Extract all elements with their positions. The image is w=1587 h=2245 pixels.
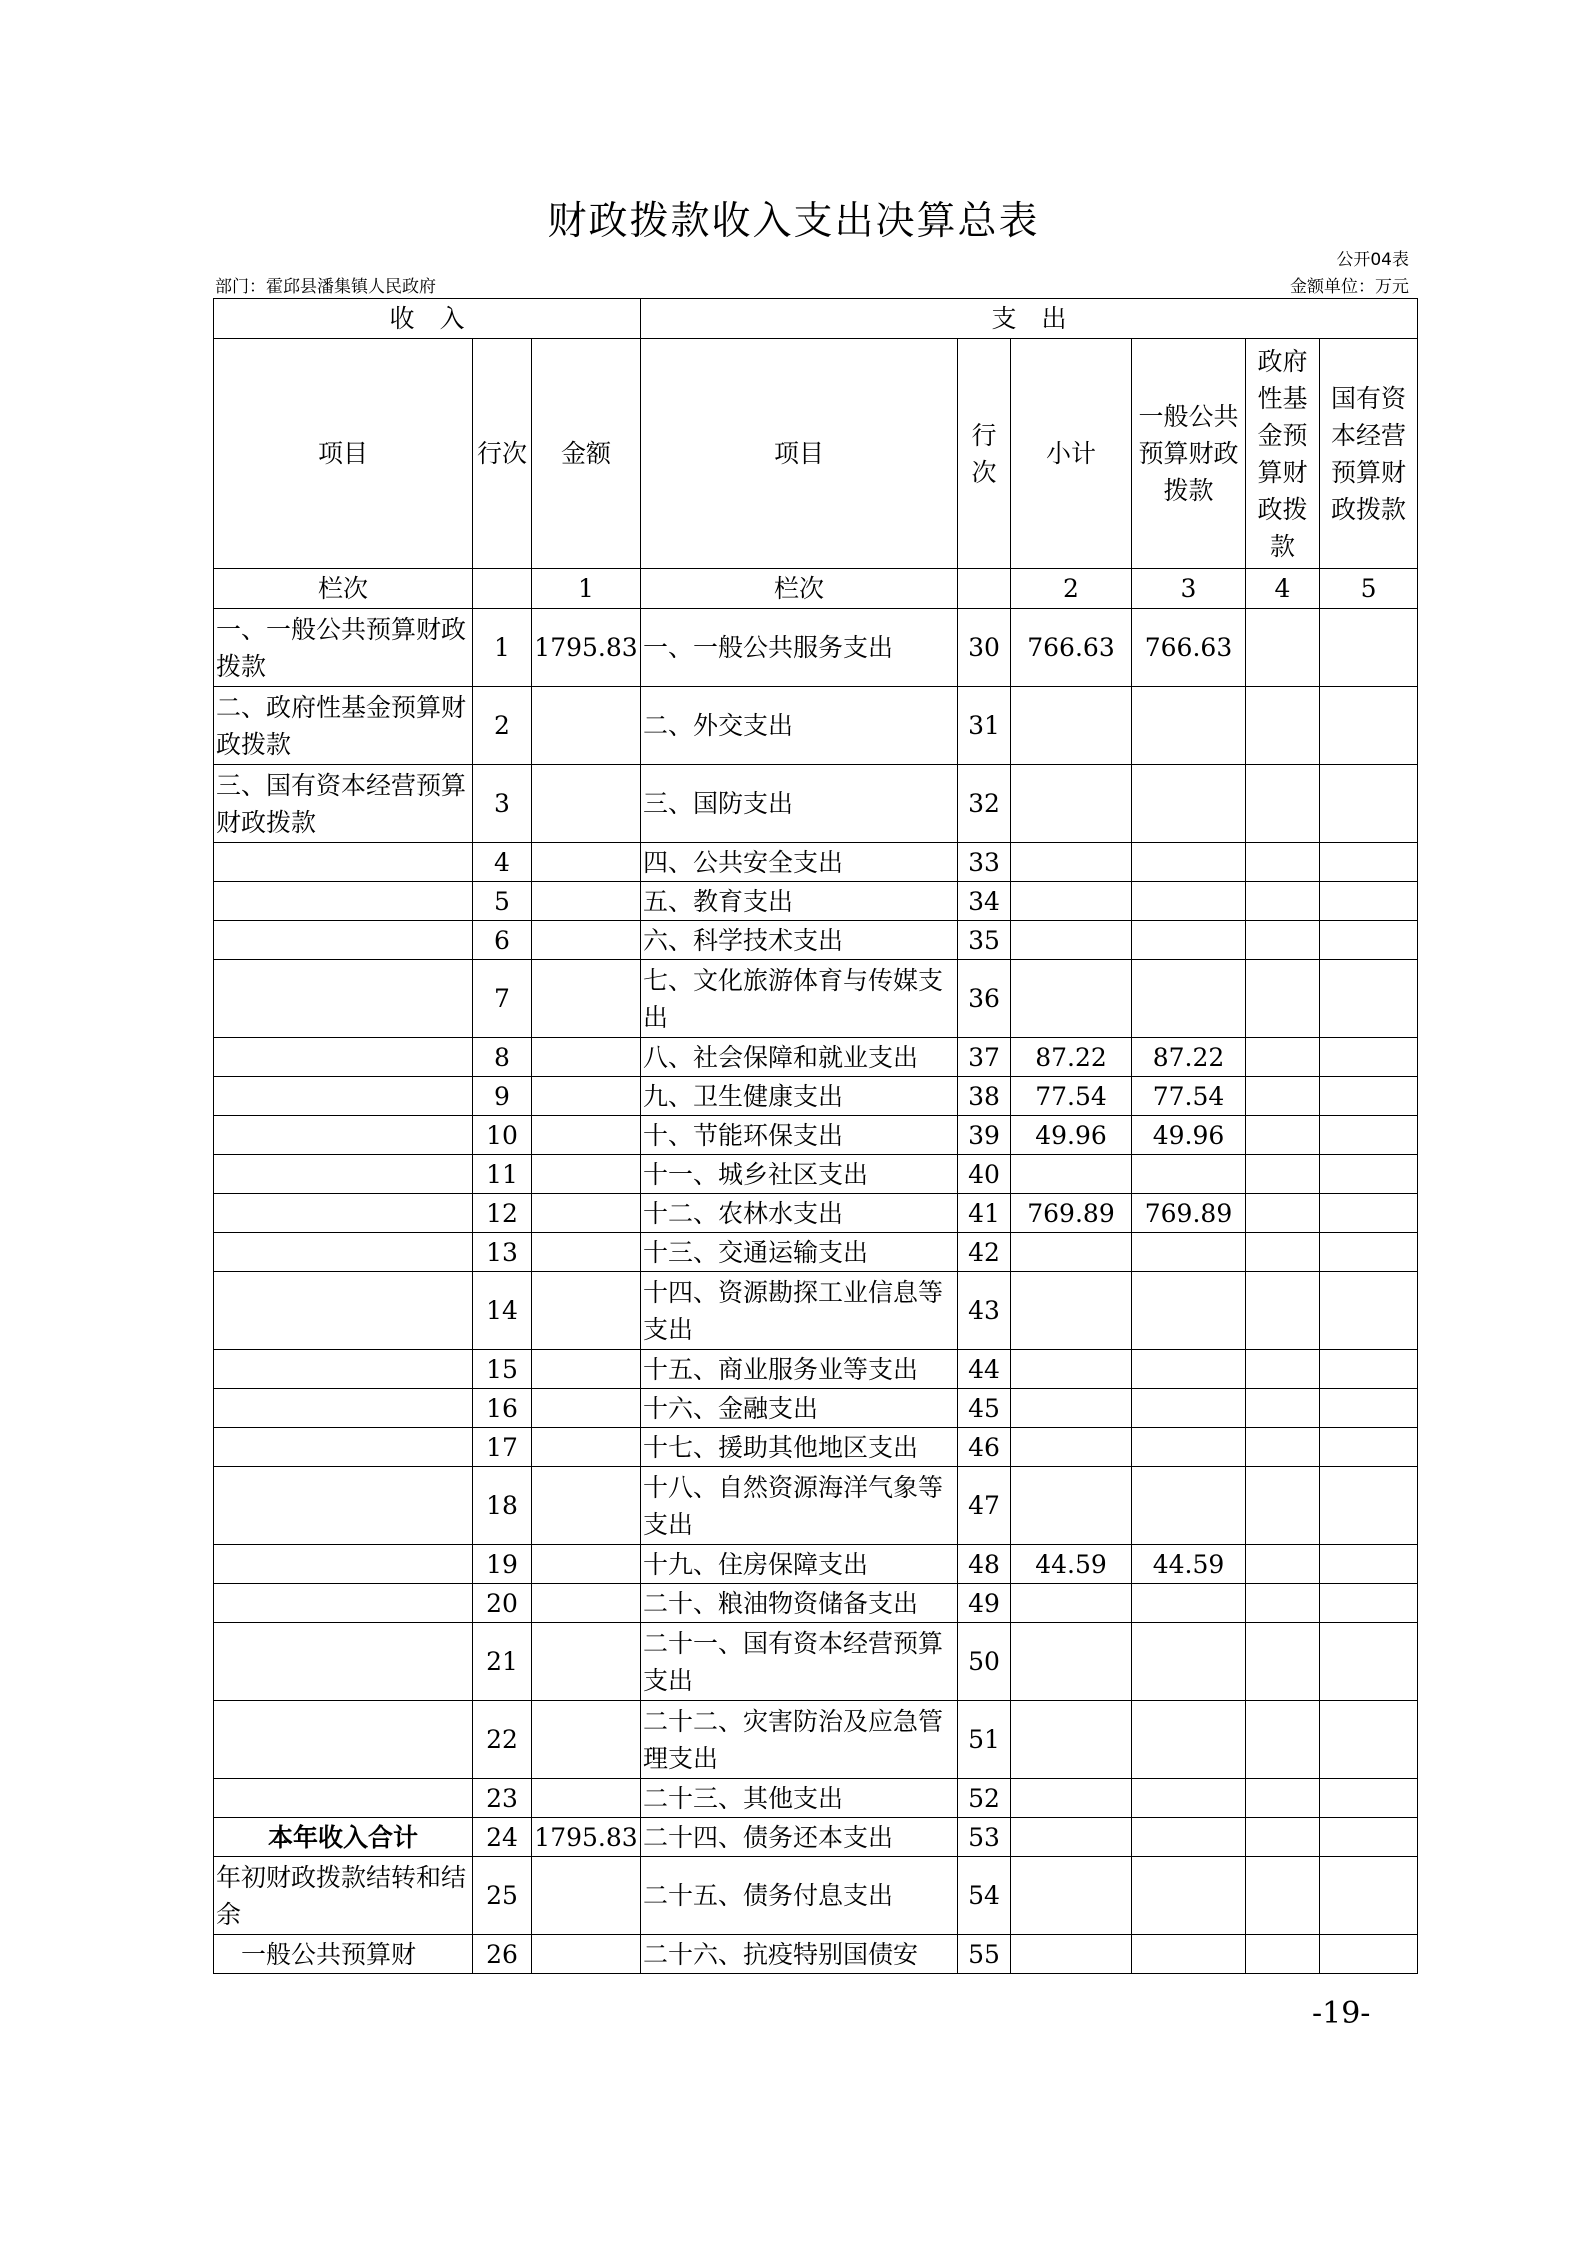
table-row [214, 1857, 1418, 1935]
expense-item-cell: 十一、城乡社区支出 [641, 1155, 958, 1194]
income-line-cell: 14 [473, 1272, 532, 1350]
general-budget-cell [1132, 1857, 1246, 1935]
income-item-cell [214, 1194, 473, 1233]
income-line-cell: 5 [473, 882, 532, 921]
expense-line-cell: 39 [958, 1116, 1011, 1155]
column-index-cell [958, 569, 1011, 609]
state-capital-cell [1320, 687, 1418, 765]
subtotal-cell [1011, 843, 1132, 882]
subtotal-cell: 77.54 [1011, 1077, 1132, 1116]
expense-item-cell: 九、卫生健康支出 [641, 1077, 958, 1116]
income-item-cell [214, 1701, 473, 1779]
general-budget-cell: 77.54 [1132, 1077, 1246, 1116]
department-label: 部门：霍邱县潘集镇人民政府 [215, 277, 436, 297]
income-amount-cell [532, 687, 641, 765]
subtotal-cell: 87.22 [1011, 1038, 1132, 1077]
gov-fund-cell [1246, 843, 1320, 882]
income-amount-cell: 1795.83 [532, 609, 641, 687]
table-row [214, 1233, 1418, 1272]
subtotal-cell [1011, 1779, 1132, 1818]
income-line-cell: 19 [473, 1545, 532, 1584]
expense-line-cell: 41 [958, 1194, 1011, 1233]
expense-item-cell: 十五、商业服务业等支出 [641, 1350, 958, 1389]
income-line-header: 行次 [473, 339, 532, 569]
income-amount-cell [532, 1116, 641, 1155]
income-line-cell: 26 [473, 1935, 532, 1974]
subtotal-header: 小计 [1011, 339, 1132, 569]
table-row [214, 1272, 1418, 1350]
income-amount-header: 金额 [532, 339, 641, 569]
gov-fund-cell [1246, 609, 1320, 687]
expense-item-cell: 一、一般公共服务支出 [641, 609, 958, 687]
general-budget-cell [1132, 1467, 1246, 1545]
column-index-cell: 2 [1011, 569, 1132, 609]
income-amount-cell [532, 1701, 641, 1779]
income-item-cell [214, 1233, 473, 1272]
table-row [214, 609, 1418, 687]
expense-item-cell: 五、教育支出 [641, 882, 958, 921]
gov-fund-cell [1246, 1038, 1320, 1077]
expense-item-cell: 十六、金融支出 [641, 1389, 958, 1428]
income-item-cell [214, 1545, 473, 1584]
income-item-cell [214, 843, 473, 882]
subtotal-cell [1011, 882, 1132, 921]
state-capital-cell [1320, 1389, 1418, 1428]
page-number: -19- [1312, 1996, 1371, 2031]
gov-fund-cell [1246, 1623, 1320, 1701]
gov-fund-cell [1246, 1155, 1320, 1194]
state-capital-cell [1320, 1467, 1418, 1545]
gov-fund-cell [1246, 1233, 1320, 1272]
income-amount-cell: 1795.83 [532, 1818, 641, 1857]
income-item-cell: 三、国有资本经营预算财政拨款 [214, 765, 473, 843]
income-line-cell: 16 [473, 1389, 532, 1428]
income-amount-cell [532, 1779, 641, 1818]
general-budget-cell [1132, 1584, 1246, 1623]
table-row [214, 1935, 1418, 1974]
table-row [214, 765, 1418, 843]
state-capital-cell [1320, 1428, 1418, 1467]
subtotal-cell [1011, 1623, 1132, 1701]
unit-label: 金额单位：万元 [1290, 277, 1409, 297]
income-item-cell [214, 1428, 473, 1467]
expense-item-header: 项目 [641, 339, 958, 569]
general-budget-cell: 769.89 [1132, 1194, 1246, 1233]
income-line-cell: 3 [473, 765, 532, 843]
gov-fund-cell [1246, 1584, 1320, 1623]
income-line-cell: 20 [473, 1584, 532, 1623]
general-budget-header: 一般公共预算财政拨款 [1132, 339, 1246, 569]
income-line-cell: 10 [473, 1116, 532, 1155]
expense-item-cell: 二十六、抗疫特别国债安 [641, 1935, 958, 1974]
expense-line-cell: 34 [958, 882, 1011, 921]
gov-fund-cell [1246, 687, 1320, 765]
income-amount-cell [532, 1545, 641, 1584]
general-budget-cell: 87.22 [1132, 1038, 1246, 1077]
income-amount-cell [532, 1467, 641, 1545]
state-capital-cell [1320, 1779, 1418, 1818]
gov-fund-cell [1246, 1818, 1320, 1857]
expense-line-cell: 53 [958, 1818, 1011, 1857]
state-capital-cell [1320, 843, 1418, 882]
expense-line-cell: 37 [958, 1038, 1011, 1077]
general-budget-cell: 44.59 [1132, 1545, 1246, 1584]
income-amount-cell [532, 1155, 641, 1194]
income-line-cell: 15 [473, 1350, 532, 1389]
subtotal-cell [1011, 921, 1132, 960]
income-item-cell [214, 1038, 473, 1077]
subtotal-cell [1011, 1701, 1132, 1779]
gov-fund-cell [1246, 1116, 1320, 1155]
form-number: 公开04表 [1336, 250, 1409, 270]
income-item-cell [214, 1467, 473, 1545]
state-capital-cell [1320, 765, 1418, 843]
column-index-label: 栏次 [641, 569, 958, 609]
subtotal-cell [1011, 765, 1132, 843]
table-row [214, 921, 1418, 960]
table-row [214, 1350, 1418, 1389]
state-capital-cell [1320, 1935, 1418, 1974]
subtotal-cell [1011, 1935, 1132, 1974]
income-item-cell: 一、一般公共预算财政拨款 [214, 609, 473, 687]
general-budget-cell [1132, 843, 1246, 882]
state-capital-cell [1320, 1350, 1418, 1389]
income-amount-cell [532, 1623, 641, 1701]
fiscal-table [213, 298, 1418, 1974]
gov-fund-header: 政府性基金预算财政拨款 [1246, 339, 1320, 569]
table-row [214, 1779, 1418, 1818]
state-capital-cell [1320, 609, 1418, 687]
general-budget-cell [1132, 1350, 1246, 1389]
income-item-cell: 年初财政拨款结转和结余 [214, 1857, 473, 1935]
column-index-cell: 3 [1132, 569, 1246, 609]
subtotal-cell [1011, 687, 1132, 765]
state-capital-cell [1320, 1272, 1418, 1350]
table-row [214, 1545, 1418, 1584]
income-section-header: 收 入 [214, 299, 641, 339]
expense-item-cell: 三、国防支出 [641, 765, 958, 843]
income-amount-cell [532, 1233, 641, 1272]
subtotal-cell [1011, 1428, 1132, 1467]
gov-fund-cell [1246, 1272, 1320, 1350]
expense-line-cell: 52 [958, 1779, 1011, 1818]
expense-item-cell: 十三、交通运输支出 [641, 1233, 958, 1272]
state-capital-cell [1320, 1116, 1418, 1155]
income-line-cell: 23 [473, 1779, 532, 1818]
income-line-cell: 13 [473, 1233, 532, 1272]
gov-fund-cell [1246, 1857, 1320, 1935]
general-budget-cell [1132, 1272, 1246, 1350]
general-budget-cell [1132, 1935, 1246, 1974]
expense-item-cell: 十九、住房保障支出 [641, 1545, 958, 1584]
income-amount-cell [532, 1194, 641, 1233]
expense-line-cell: 46 [958, 1428, 1011, 1467]
general-budget-cell [1132, 687, 1246, 765]
table-row [214, 1389, 1418, 1428]
income-amount-cell [532, 1350, 641, 1389]
table-row [214, 1194, 1418, 1233]
income-item-cell: 一般公共预算财 [214, 1935, 473, 1974]
gov-fund-cell [1246, 1194, 1320, 1233]
expense-line-cell: 35 [958, 921, 1011, 960]
state-capital-cell [1320, 1818, 1418, 1857]
gov-fund-cell [1246, 1467, 1320, 1545]
income-item-header: 项目 [214, 339, 473, 569]
expense-item-cell: 八、社会保障和就业支出 [641, 1038, 958, 1077]
expense-line-cell: 54 [958, 1857, 1011, 1935]
income-amount-cell [532, 1272, 641, 1350]
state-capital-cell [1320, 960, 1418, 1038]
income-amount-cell [532, 1584, 641, 1623]
income-line-cell: 22 [473, 1701, 532, 1779]
subtotal-cell [1011, 1155, 1132, 1194]
table-row [214, 1077, 1418, 1116]
gov-fund-cell [1246, 1545, 1320, 1584]
table-row [214, 1701, 1418, 1779]
expense-item-cell: 十二、农林水支出 [641, 1194, 958, 1233]
income-line-cell: 1 [473, 609, 532, 687]
general-budget-cell [1132, 1389, 1246, 1428]
expense-line-cell: 42 [958, 1233, 1011, 1272]
income-line-cell: 8 [473, 1038, 532, 1077]
gov-fund-cell [1246, 1701, 1320, 1779]
expense-line-cell: 47 [958, 1467, 1011, 1545]
column-index-label: 栏次 [214, 569, 473, 609]
state-capital-cell [1320, 1623, 1418, 1701]
expense-item-cell: 二十、粮油物资储备支出 [641, 1584, 958, 1623]
income-line-cell: 6 [473, 921, 532, 960]
general-budget-cell [1132, 882, 1246, 921]
income-amount-cell [532, 843, 641, 882]
income-line-cell: 12 [473, 1194, 532, 1233]
table-row [214, 843, 1418, 882]
state-capital-cell [1320, 1038, 1418, 1077]
income-item-cell [214, 882, 473, 921]
income-line-cell: 18 [473, 1467, 532, 1545]
income-amount-cell [532, 765, 641, 843]
expense-line-cell: 38 [958, 1077, 1011, 1116]
income-item-cell [214, 1116, 473, 1155]
column-index-cell [473, 569, 532, 609]
state-capital-cell [1320, 1857, 1418, 1935]
subtotal-cell [1011, 1467, 1132, 1545]
gov-fund-cell [1246, 765, 1320, 843]
expense-line-cell: 33 [958, 843, 1011, 882]
general-budget-cell [1132, 960, 1246, 1038]
income-item-cell: 二、政府性基金预算财政拨款 [214, 687, 473, 765]
state-capital-cell [1320, 1077, 1418, 1116]
income-line-cell: 11 [473, 1155, 532, 1194]
income-amount-cell [532, 1935, 641, 1974]
expense-item-cell: 六、科学技术支出 [641, 921, 958, 960]
expense-item-cell: 十七、援助其他地区支出 [641, 1428, 958, 1467]
subtotal-cell: 49.96 [1011, 1116, 1132, 1155]
income-item-cell [214, 1272, 473, 1350]
state-capital-cell [1320, 1194, 1418, 1233]
general-budget-cell [1132, 765, 1246, 843]
expense-item-cell: 十、节能环保支出 [641, 1116, 958, 1155]
expense-item-cell: 二十四、债务还本支出 [641, 1818, 958, 1857]
income-item-cell [214, 1077, 473, 1116]
state-capital-cell [1320, 1701, 1418, 1779]
table-row [214, 960, 1418, 1038]
column-index-cell: 1 [532, 569, 641, 609]
expense-line-cell: 45 [958, 1389, 1011, 1428]
expense-line-cell: 48 [958, 1545, 1011, 1584]
income-line-cell: 24 [473, 1818, 532, 1857]
subtotal-cell [1011, 960, 1132, 1038]
income-item-cell [214, 921, 473, 960]
general-budget-cell [1132, 1623, 1246, 1701]
expense-line-cell: 43 [958, 1272, 1011, 1350]
expense-line-cell: 36 [958, 960, 1011, 1038]
general-budget-cell [1132, 1233, 1246, 1272]
state-capital-cell [1320, 1155, 1418, 1194]
income-item-cell [214, 1389, 473, 1428]
general-budget-cell [1132, 1155, 1246, 1194]
state-capital-cell [1320, 921, 1418, 960]
income-item-cell [214, 1623, 473, 1701]
table-row [214, 1428, 1418, 1467]
income-line-cell: 7 [473, 960, 532, 1038]
subtotal-cell: 766.63 [1011, 609, 1132, 687]
subtotal-cell [1011, 1272, 1132, 1350]
income-line-cell: 17 [473, 1428, 532, 1467]
income-amount-cell [532, 1077, 641, 1116]
table-row [214, 1584, 1418, 1623]
subtotal-cell [1011, 1818, 1132, 1857]
income-amount-cell [532, 960, 641, 1038]
subtotal-cell: 769.89 [1011, 1194, 1132, 1233]
subtotal-cell [1011, 1857, 1132, 1935]
gov-fund-cell [1246, 1935, 1320, 1974]
gov-fund-cell [1246, 1389, 1320, 1428]
document-title: 财政拨款收入支出决算总表 [547, 199, 1040, 244]
expense-item-cell: 二十五、债务付息支出 [641, 1857, 958, 1935]
table-row [214, 1155, 1418, 1194]
income-line-cell: 9 [473, 1077, 532, 1116]
income-amount-cell [532, 1857, 641, 1935]
income-line-cell: 4 [473, 843, 532, 882]
gov-fund-cell [1246, 1350, 1320, 1389]
table-row [214, 1623, 1418, 1701]
subtotal-cell [1011, 1233, 1132, 1272]
subtotal-cell [1011, 1389, 1132, 1428]
income-amount-cell [532, 1428, 641, 1467]
expense-item-cell: 四、公共安全支出 [641, 843, 958, 882]
general-budget-cell [1132, 921, 1246, 960]
general-budget-cell [1132, 1701, 1246, 1779]
expense-section-header: 支 出 [641, 299, 1418, 339]
expense-item-cell: 十八、自然资源海洋气象等支出 [641, 1467, 958, 1545]
expense-line-header: 行次 [958, 339, 1011, 569]
subtotal-cell: 44.59 [1011, 1545, 1132, 1584]
income-line-cell: 2 [473, 687, 532, 765]
income-item-cell: 本年收入合计 [214, 1818, 473, 1857]
gov-fund-cell [1246, 1779, 1320, 1818]
table-row [214, 1038, 1418, 1077]
expense-line-cell: 51 [958, 1701, 1011, 1779]
expense-item-cell: 七、文化旅游体育与传媒支出 [641, 960, 958, 1038]
income-item-cell [214, 1350, 473, 1389]
income-line-cell: 25 [473, 1857, 532, 1935]
gov-fund-cell [1246, 1428, 1320, 1467]
state-capital-header: 国有资本经营预算财政拨款 [1320, 339, 1418, 569]
general-budget-cell [1132, 1779, 1246, 1818]
gov-fund-cell [1246, 960, 1320, 1038]
table-row [214, 1467, 1418, 1545]
general-budget-cell [1132, 1428, 1246, 1467]
income-item-cell [214, 1779, 473, 1818]
expense-item-cell: 十四、资源勘探工业信息等支出 [641, 1272, 958, 1350]
subtotal-cell [1011, 1584, 1132, 1623]
income-item-cell [214, 1584, 473, 1623]
state-capital-cell [1320, 1584, 1418, 1623]
expense-line-cell: 50 [958, 1623, 1011, 1701]
income-item-cell [214, 1155, 473, 1194]
expense-item-cell: 二、外交支出 [641, 687, 958, 765]
state-capital-cell [1320, 882, 1418, 921]
state-capital-cell [1320, 1233, 1418, 1272]
income-item-cell [214, 960, 473, 1038]
general-budget-cell: 49.96 [1132, 1116, 1246, 1155]
table-row [214, 687, 1418, 765]
subtotal-cell [1011, 1350, 1132, 1389]
expense-line-cell: 44 [958, 1350, 1011, 1389]
expense-line-cell: 31 [958, 687, 1011, 765]
expense-item-cell: 二十一、国有资本经营预算支出 [641, 1623, 958, 1701]
income-amount-cell [532, 1038, 641, 1077]
table-row [214, 1818, 1418, 1857]
expense-line-cell: 55 [958, 1935, 1011, 1974]
expense-line-cell: 40 [958, 1155, 1011, 1194]
income-amount-cell [532, 882, 641, 921]
column-index-cell: 4 [1246, 569, 1320, 609]
expense-line-cell: 32 [958, 765, 1011, 843]
table-row [214, 882, 1418, 921]
income-amount-cell [532, 921, 641, 960]
income-line-cell: 21 [473, 1623, 532, 1701]
general-budget-cell [1132, 1818, 1246, 1857]
expense-line-cell: 30 [958, 609, 1011, 687]
table-row [214, 1116, 1418, 1155]
expense-line-cell: 49 [958, 1584, 1011, 1623]
gov-fund-cell [1246, 882, 1320, 921]
gov-fund-cell [1246, 1077, 1320, 1116]
general-budget-cell: 766.63 [1132, 609, 1246, 687]
column-index-cell: 5 [1320, 569, 1418, 609]
expense-item-cell: 二十三、其他支出 [641, 1779, 958, 1818]
income-amount-cell [532, 1389, 641, 1428]
expense-item-cell: 二十二、灾害防治及应急管理支出 [641, 1701, 958, 1779]
gov-fund-cell [1246, 921, 1320, 960]
state-capital-cell [1320, 1545, 1418, 1584]
